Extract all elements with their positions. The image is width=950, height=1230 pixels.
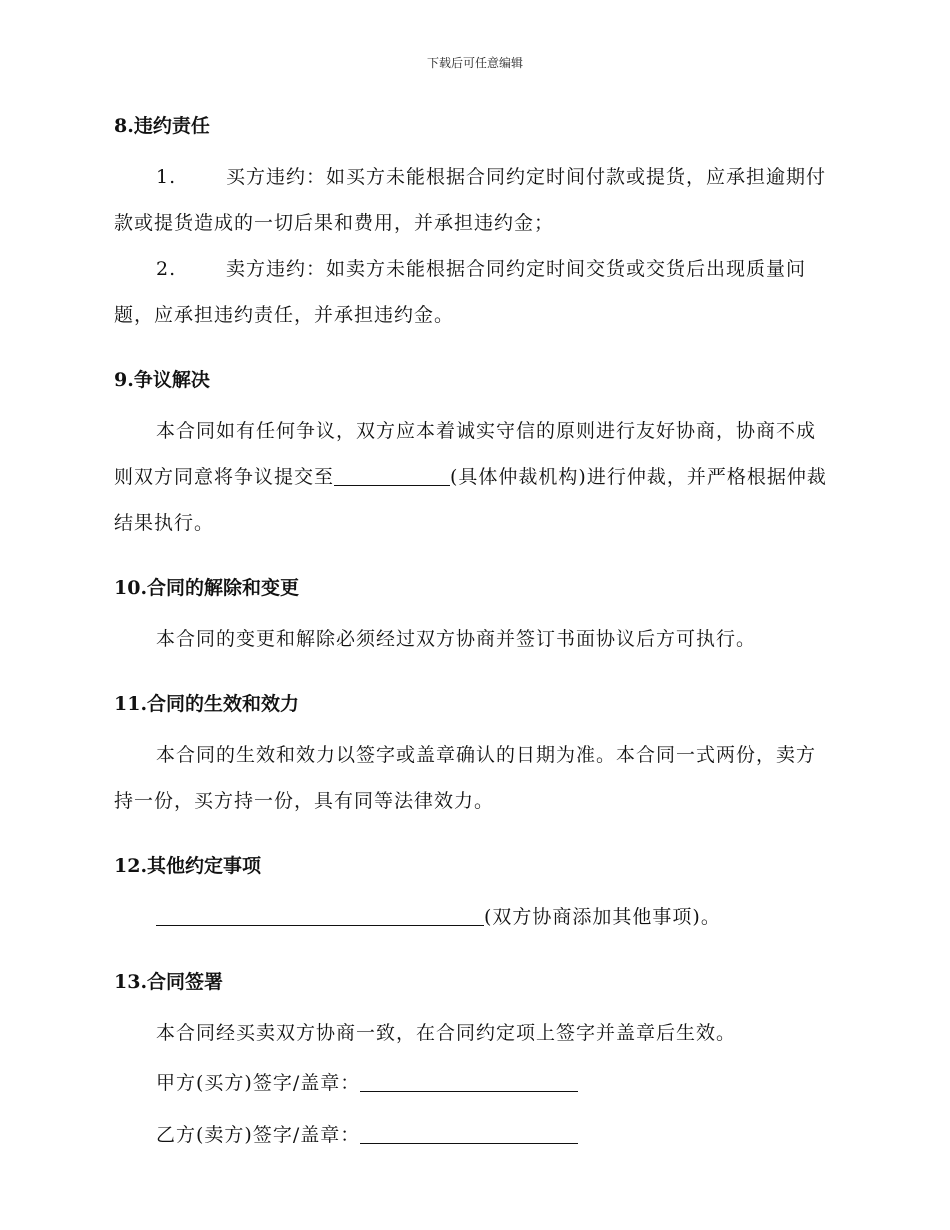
item-text: 买方违约：如买方未能根据合同约定时间付款或提货，应承担逾期付款或提货造成的一切后果和费用，并承担违约金； xyxy=(114,166,827,234)
contract-body xyxy=(114,110,834,1158)
party-b-signature-blank[interactable] xyxy=(360,1121,578,1144)
item-number: 1. xyxy=(156,166,177,188)
section-title-termination: 10.合同的解除和变更 xyxy=(114,577,300,599)
signature-line-buyer xyxy=(114,1060,834,1106)
section-title-breach: 8.违约责任 xyxy=(114,115,210,137)
section-title-other: 12.其他约定事项 xyxy=(114,855,262,877)
item-text: 卖方违约：如卖方未能根据合同约定时间交货或交货后出现质量问题，应承担违约责任，并承担违约金。 xyxy=(114,258,807,326)
other-terms-blank[interactable] xyxy=(156,903,484,926)
other-terms-text: (双方协商添加其他事项)。 xyxy=(484,906,721,928)
termination-paragraph: 本合同的变更和解除必须经过双方协商并签订书面协议后方可执行。 xyxy=(156,628,757,650)
dispute-text-before: 本合同如有任何争议，双方应本着诚实守信的原则进行友好协商，协商不成则双方同意将争议提交至 xyxy=(114,420,817,488)
page-header: 下载后可任意编辑 xyxy=(426,56,523,70)
section-title-effect: 11.合同的生效和效力 xyxy=(114,693,300,715)
item-number: 2. xyxy=(156,258,177,280)
section-title-signing: 13.合同签署 xyxy=(114,971,224,993)
dispute-text-after: (具体仲裁机构)进行仲裁，并严格根据仲裁结果执行。 xyxy=(114,466,827,534)
party-a-signature-blank[interactable] xyxy=(360,1069,578,1092)
party-a-label: 甲方(买方)签字/盖章： xyxy=(156,1072,361,1094)
breach-item-buyer xyxy=(114,154,834,246)
signature-line-seller xyxy=(114,1112,834,1158)
party-b-label: 乙方(卖方)签字/盖章： xyxy=(156,1124,361,1146)
effect-paragraph: 本合同的生效和效力以签字或盖章确认的日期为准。本合同一式两份，卖方持一份，买方持一份，具有同等法律效力。 xyxy=(114,744,817,812)
dispute-paragraph xyxy=(114,408,834,546)
arbitration-blank[interactable] xyxy=(334,463,450,486)
section-title-dispute: 9.争议解决 xyxy=(114,369,210,391)
breach-item-seller xyxy=(114,246,834,338)
other-terms-paragraph xyxy=(114,894,834,940)
signing-paragraph: 本合同经买卖双方协商一致，在合同约定项上签字并盖章后生效。 xyxy=(156,1022,737,1044)
